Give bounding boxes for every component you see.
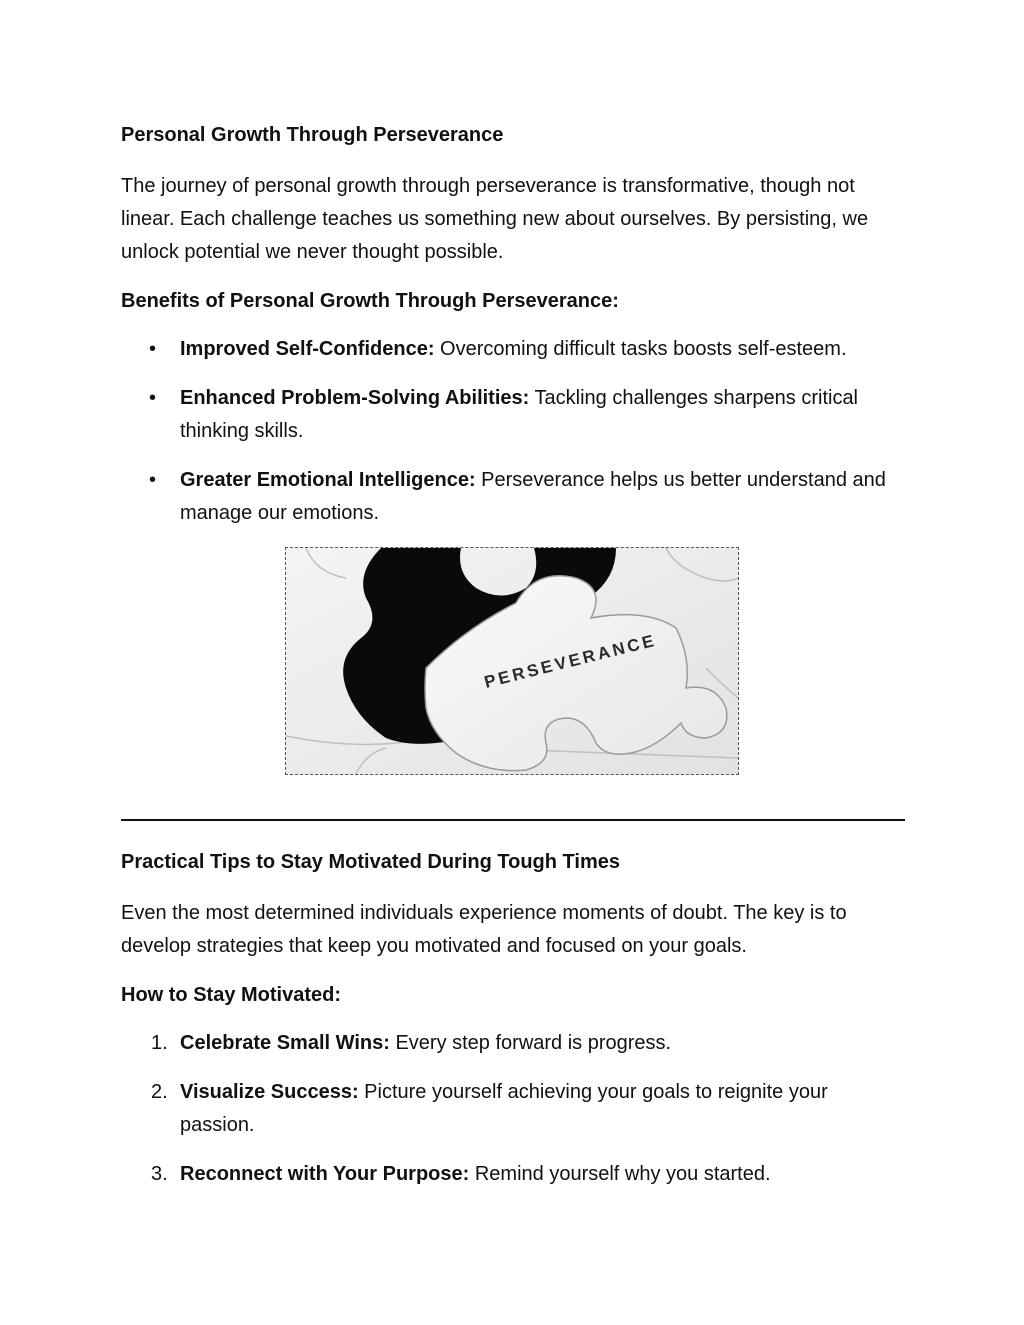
list-item — [121, 464, 905, 530]
benefit-text: Perseverance helps us better understand and manage our emotions. — [180, 469, 886, 524]
list-number: 3. — [151, 1163, 168, 1185]
bullet-icon: • — [149, 469, 157, 491]
puzzle-piece-photo-icon — [286, 548, 738, 774]
tip-title: Celebrate Small Wins: — [180, 1032, 390, 1054]
intro-paragraph: The journey of personal growth through perseverance is transformative, though not linear. Each challenge teaches us something new about ourselves. By persisting, we unlock potential we never thought possible. — [121, 175, 869, 263]
puzzle-image — [285, 547, 739, 775]
tip-title: Reconnect with Your Purpose: — [180, 1163, 470, 1185]
bullet-icon: • — [149, 338, 157, 360]
piece-label: PERSEVERANCE — [482, 630, 659, 692]
intro-paragraph: Even the most determined individuals experience moments of doubt. The key is to develop strategies that keep you motivated and focused on your goals. — [121, 902, 847, 957]
benefits-list — [121, 333, 905, 530]
list-number: 2. — [151, 1081, 168, 1103]
section-title: Practical Tips to Stay Motivated During Tough Times — [121, 851, 620, 873]
section-title: Personal Growth Through Perseverance — [121, 124, 504, 146]
tip-text: Remind yourself why you started. — [469, 1163, 771, 1185]
tip-title: Visualize Success: — [180, 1081, 359, 1103]
tip-text: Every step forward is progress. — [389, 1032, 672, 1054]
list-item — [121, 1027, 905, 1060]
tip-text: Picture yourself achieving your goals to reignite your passion. — [180, 1081, 828, 1136]
list-item — [121, 382, 905, 448]
benefit-title: Improved Self-Confidence: — [180, 338, 435, 360]
tips-heading: How to Stay Motivated: — [121, 984, 342, 1006]
list-item — [121, 333, 905, 366]
benefit-text: Overcoming difficult tasks boosts self-esteem. — [434, 338, 847, 360]
benefit-title: Greater Emotional Intelligence: — [180, 469, 476, 491]
tips-list — [121, 1027, 905, 1191]
benefit-title: Enhanced Problem-Solving Abilities: — [180, 387, 530, 409]
benefits-heading: Benefits of Personal Growth Through Perseverance: — [121, 290, 619, 312]
list-item — [121, 1076, 905, 1142]
list-item — [121, 1158, 905, 1191]
benefit-text: Tackling challenges sharpens critical thinking skills. — [180, 387, 859, 442]
list-number: 1. — [151, 1032, 168, 1054]
bullet-icon: • — [149, 387, 157, 409]
document-page — [121, 120, 905, 1191]
